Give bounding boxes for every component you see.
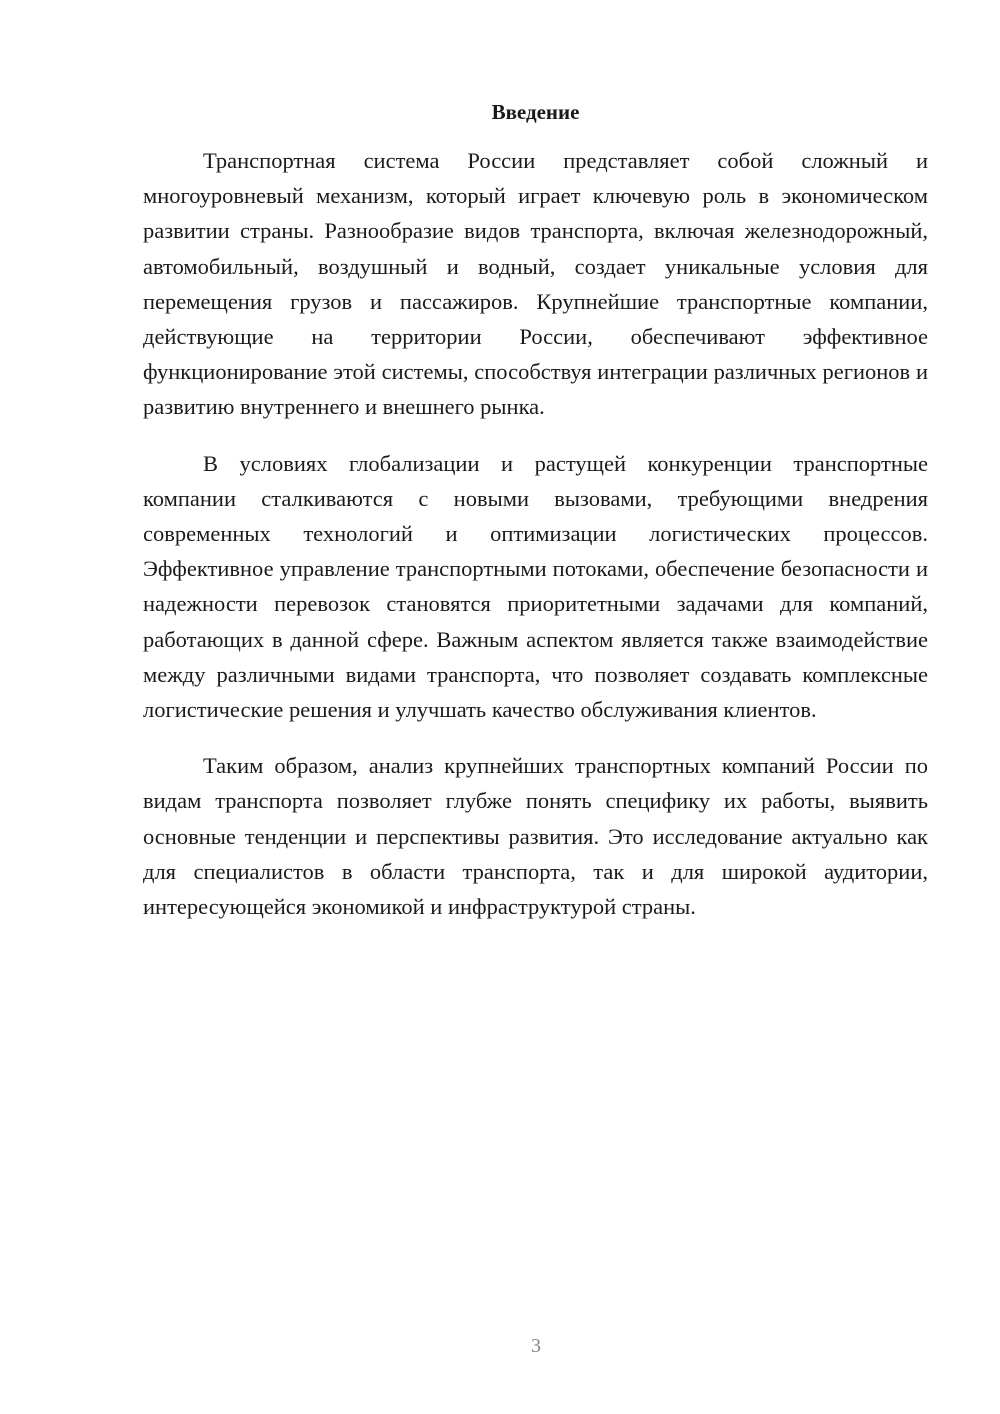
body-text xyxy=(143,143,928,945)
page-number: 3 xyxy=(531,1335,541,1357)
paragraph-1: Транспортная система России представляет собой сложный и многоуровневый механизм, который играет ключевую роль в экономическом развитии страны. Разнообразие видов транспорта, включая железнодорожный, автомобильный, воздушный и водный, создает уникальные условия для перемещения грузов и пассажиров. Крупнейшие транспортные компании, действующие на территории России, обеспечивают эффективное функционирование этой системы, способствуя интеграции различных регионов и развитию внутреннего и внешнего рынка. xyxy=(143,148,928,420)
paragraph-2: В условиях глобализации и растущей конкуренции транспортные компании сталкиваются с новыми вызовами, требующими внедрения современных технологий и оптимизации логистических процессов. Эффективное управление транспортными потоками, обеспечение безопасности и надежности перевозок становятся приоритетными задачами для компаний, работающих в данной сфере. Важным аспектом является также взаимодействие между различными видами транспорта, что позволяет создавать комплексные логистические решения и улучшать качество обслуживания клиентов. xyxy=(143,450,928,723)
paragraph-3: Таким образом, анализ крупнейших транспортных компаний России по видам транспорта позволяет глубже понять специфику их работы, выявить основные тенденции и перспективы развития. Это исследование актуально как для специалистов в области транспорта, так и для широкой аудитории, интересующейся экономикой и инфраструктурой страны. xyxy=(143,753,928,920)
section-title: Введение xyxy=(491,100,580,124)
